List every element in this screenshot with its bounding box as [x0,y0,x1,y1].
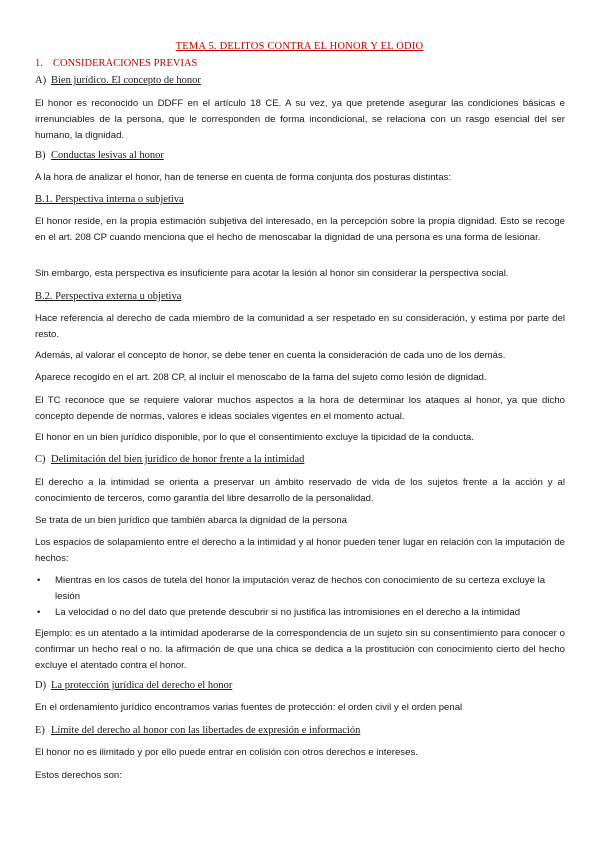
paragraph-c3: Los espacios de solapamiento entre el derecho a la intimidad y al honor pueden tener lugar en relación con la imputación de hechos: [35,537,565,564]
bullet-icon: • [37,575,41,586]
list-item [35,573,565,605]
subheading-label: Conductas lesivas al honor [51,150,164,161]
subheading-e [35,723,565,739]
section-label: CONSIDERACIONES PREVIAS [53,58,198,69]
subheading-letter: E) [35,725,45,736]
subheading-label: Delimitación del bien jurídico de honor frente a la intimidad [51,454,305,465]
document-title: TEMA 5. DELITOS CONTRA EL HONOR Y EL ODIO [175,41,424,52]
paragraph-b2d: El TC reconoce que se requiere valorar muchos aspectos a la hora de determinar los ataques al honor, ya que dicho concepto depende de normas, valores e ideas sociales vigentes en el momento actual. [35,395,565,422]
subheading-letter: D) [35,680,47,691]
list-item [35,605,565,621]
subheading-b1: B.1. Perspectiva interna o subjetiva [35,194,184,205]
bullet-icon: • [37,607,41,618]
subheading-label: La protección jurídica del derecho el honor [51,680,233,691]
paragraph-e2: Estos derechos son: [35,770,122,781]
subheading-label: Bien jurídico. El concepto de honor [51,75,201,86]
bullet-list [35,573,565,621]
subheading-a [35,73,565,89]
paragraph-b1b: Sin embargo, esta perspectiva es insuficiente para acotar la lesión al honor sin considerar la perspectiva social. [35,268,509,279]
paragraph-c1: El derecho a la intimidad se orienta a preservar un ámbito reservado de vida de los sujetos frente a la acción y al conocimiento de terceros, como garantía del libre desarrollo de la personalidad. [35,477,565,504]
paragraph-b2b: Además, al valorar el concepto de honor, se debe tener en cuenta la consideración de cada uno de los demás. [35,350,506,361]
subheading-letter: B) [35,150,46,161]
subheading-c [35,452,565,468]
paragraph-b2c: Aparece recogido en el art. 208 CP, al incluir el menoscabo de la fama del sujeto como lesión de dignidad. [35,372,487,383]
paragraph-b2a: Hace referencia al derecho de cada miembro de la comunidad a ser respetado en su consideración, y estima por parte del resto. [35,313,565,340]
paragraph-b2e: El honor en un bien jurídico disponible, por lo que el consentimiento excluye la tipicidad de la conducta. [35,432,474,443]
paragraph-e1: El honor no es ilimitado y por ello puede entrar en colisión con otros derechos e intereses. [35,747,418,758]
paragraph-c2: Se trata de un bien jurídico que también abarca la dignidad de la persona [35,515,348,526]
subheading-d [35,678,565,694]
subheading-b [35,148,565,164]
subheading-label: Límite del derecho al honor con las libertades de expresión e información [51,725,361,736]
paragraph-b1a: El honor reside, en la propia estimación subjetiva del interesado, en la percepción sobre la propia dignidad. Esto se recoge en el art. 208 CP cuando menciona que el hecho de menoscabar la dignidad de una persona es una forma de lesionar. [35,216,565,243]
section-number: 1. [35,58,43,69]
paragraph-c4: Ejemplo: es un atentado a la intimidad apoderarse de la correspondencia de un sujeto sin su consentimiento para conocer o confirmar un hecho real o no. la afirmación de que una chica se dedica a la prostitución con conocimiento cierto del hecho excluye el atentado contra el honor. [35,628,565,671]
paragraph-a1: El honor es reconocido un DDFF en el artículo 18 CE. A su vez, ya que pretende asegurar las condiciones básicas e irrenunciables de la persona, que le corresponden de forma incondicional, se relaciona con un rasgo esencial del ser humano, la dignidad. [35,98,565,141]
paragraph-b1: A la hora de analizar el honor, han de tenerse en cuenta de forma conjunta dos posturas distintas: [35,172,452,183]
section-heading-1 [35,56,565,72]
list-item-text: Mientras en los casos de tutela del honor la imputación veraz de hechos con conocimiento de su certeza excluye la lesión [55,575,546,602]
paragraph-d1: En el ordenamiento jurídico encontramos varias fuentes de protección: el orden civil y el orden penal [35,702,463,713]
subheading-letter: C) [35,454,46,465]
subheading-letter: A) [35,75,47,86]
subheading-b2: B.2. Perspectiva externa u objetiva [35,291,182,302]
list-item-text: La velocidad o no del dato que pretende descubrir si no justifica las intromisiones en el derecho a la intimidad [55,607,521,618]
